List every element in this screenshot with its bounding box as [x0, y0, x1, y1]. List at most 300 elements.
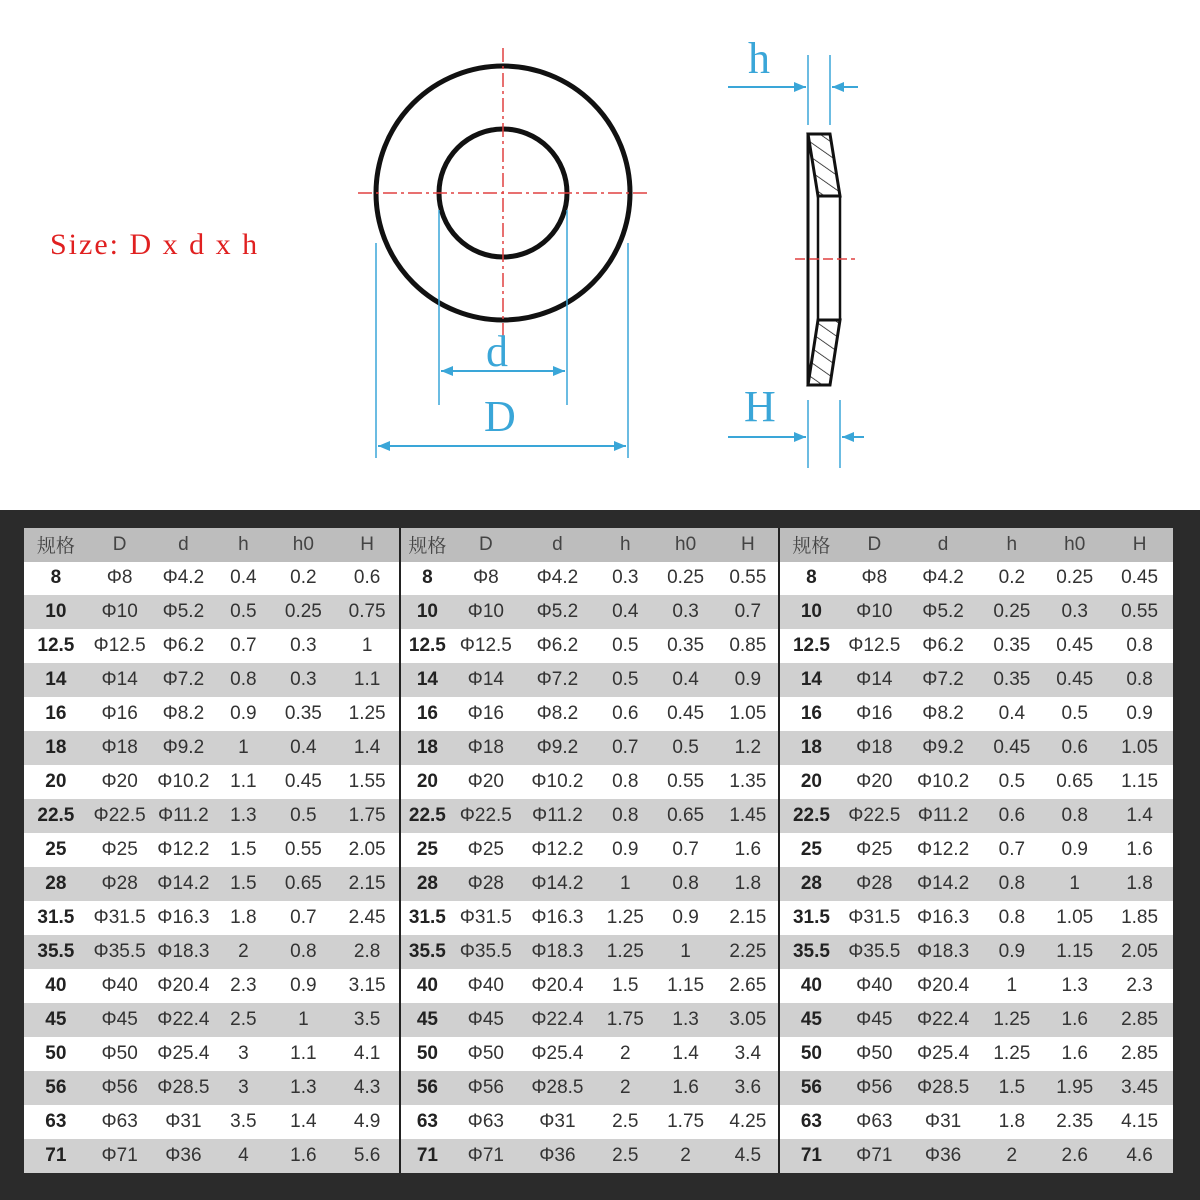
value-cell: 4.5 [734, 1144, 762, 1166]
value-cell: Φ50 [856, 1043, 893, 1065]
value-cell: Φ71 [101, 1144, 138, 1166]
value-cell: 1.6 [1061, 1043, 1088, 1065]
value-cell: Φ22.5 [848, 805, 901, 827]
spec-cell: 10 [416, 601, 438, 623]
spec-cell: 14 [45, 669, 67, 691]
table-row [24, 935, 399, 969]
table-row [24, 1105, 399, 1139]
value-cell: Φ7.2 [536, 669, 579, 691]
value-cell: Φ25.4 [917, 1043, 970, 1065]
value-cell: 3 [238, 1043, 249, 1065]
table-header-row [780, 528, 1173, 562]
value-cell: Φ18 [101, 737, 138, 759]
value-cell: Φ22.4 [157, 1009, 210, 1031]
value-cell: 0.55 [729, 567, 767, 589]
value-cell: Φ31.5 [93, 907, 146, 929]
table-row [780, 731, 1173, 765]
value-cell: 0.25 [667, 567, 705, 589]
table-header-row [24, 528, 399, 562]
value-cell: Φ16.3 [157, 907, 210, 929]
spec-cell: 18 [45, 737, 67, 759]
h-arrow-left [794, 82, 806, 92]
table-row [780, 799, 1173, 833]
value-cell: Φ9.2 [536, 737, 579, 759]
spec-cell: 40 [45, 975, 67, 997]
value-cell: 0.5 [1061, 703, 1088, 725]
value-cell: 1.25 [606, 907, 644, 929]
value-cell: Φ40 [101, 975, 138, 997]
value-cell: 0.2 [998, 567, 1026, 589]
table-row [780, 562, 1173, 596]
table-row [401, 731, 778, 765]
table-row [401, 1071, 778, 1105]
value-cell: 2 [238, 941, 249, 963]
table-row [401, 1105, 778, 1139]
value-cell: 1.3 [290, 1077, 317, 1099]
value-cell: Φ18.3 [531, 941, 584, 963]
value-cell: Φ31.5 [848, 907, 901, 929]
value-cell: Φ6.2 [536, 635, 579, 657]
value-cell: 3 [238, 1077, 249, 1099]
column-header: h [619, 533, 631, 555]
inner-diameter-label: d [486, 327, 508, 376]
value-cell: 0.9 [1126, 703, 1153, 725]
value-cell: Φ12.5 [93, 635, 146, 657]
spec-cell: 56 [800, 1077, 822, 1099]
spec-cell: 14 [800, 669, 822, 691]
column-header: 规格 [792, 536, 831, 558]
table-row [401, 833, 778, 867]
value-cell: 1.05 [729, 703, 767, 725]
spec-table-frame [0, 510, 1200, 1200]
value-cell: 0.85 [729, 635, 767, 657]
value-cell: Φ28 [856, 873, 893, 895]
value-cell: 1.75 [667, 1110, 705, 1132]
spec-cell: 40 [416, 975, 438, 997]
value-cell: Φ20.4 [157, 975, 210, 997]
d-arrow-left [441, 366, 453, 376]
value-cell: Φ25 [856, 839, 893, 861]
value-cell: 1.1 [290, 1043, 317, 1065]
column-header: H [740, 533, 755, 555]
spec-cell: 50 [416, 1043, 438, 1065]
value-cell: Φ16.3 [917, 907, 970, 929]
spec-cell: 28 [800, 873, 822, 895]
value-cell: 0.7 [230, 635, 257, 657]
value-cell: 0.7 [612, 737, 639, 759]
value-cell: 1.85 [1121, 907, 1159, 929]
value-cell: Φ12.5 [848, 635, 901, 657]
value-cell: Φ35.5 [848, 941, 901, 963]
value-cell: 1.25 [606, 941, 644, 963]
column-header: h [238, 533, 249, 555]
spec-cell: 28 [45, 873, 67, 895]
value-cell: 0.45 [667, 703, 705, 725]
table-row [401, 969, 778, 1003]
value-cell: 0.8 [290, 941, 317, 963]
value-cell: 0.2 [290, 567, 317, 589]
spec-cell: 22.5 [792, 805, 830, 827]
value-cell: Φ10 [467, 601, 504, 623]
spec-cell: 28 [416, 873, 438, 895]
value-cell: Φ71 [467, 1144, 504, 1166]
table-row [401, 629, 778, 663]
table-row [24, 731, 399, 765]
value-cell: 2.25 [729, 941, 767, 963]
spec-cell: 25 [800, 839, 822, 861]
value-cell: Φ8.2 [922, 703, 964, 725]
value-cell: Φ50 [101, 1043, 138, 1065]
table-row [780, 697, 1173, 731]
value-cell: Φ63 [101, 1110, 138, 1132]
column-header: d [937, 533, 949, 555]
table-row [24, 629, 399, 663]
spec-cell: 18 [416, 737, 438, 759]
value-cell: Φ8 [861, 567, 888, 589]
value-cell: 2 [619, 1043, 631, 1065]
value-cell: 3.15 [348, 975, 386, 997]
table-row [24, 765, 399, 799]
value-cell: 0.35 [284, 703, 322, 725]
table-row [780, 935, 1173, 969]
spec-cell: 45 [800, 1009, 822, 1031]
value-cell: 5.6 [353, 1144, 381, 1166]
spec-cell: 45 [416, 1009, 438, 1031]
value-cell: 0.4 [998, 703, 1026, 725]
value-cell: 1.45 [729, 805, 767, 827]
value-cell: Φ16 [101, 703, 138, 725]
spec-table-3 [780, 528, 1173, 1173]
column-header: d [178, 533, 189, 555]
value-cell: 1.75 [348, 805, 386, 827]
value-cell: 0.75 [348, 601, 386, 623]
value-cell: 1.25 [348, 703, 386, 725]
value-cell: 0.35 [993, 669, 1031, 691]
spec-cell: 12.5 [792, 635, 830, 657]
value-cell: 2 [680, 1144, 691, 1166]
section-lower [808, 320, 840, 385]
table-row [780, 833, 1173, 867]
spec-cell: 18 [800, 737, 822, 759]
spec-cell: 35.5 [408, 941, 446, 963]
table-row [780, 765, 1173, 799]
value-cell: 1.3 [672, 1009, 699, 1031]
value-cell: 0.4 [290, 737, 317, 759]
value-cell: 0.3 [290, 635, 317, 657]
value-cell: 0.5 [672, 737, 699, 759]
value-cell: Φ4.2 [162, 567, 205, 589]
value-cell: 2.8 [353, 941, 381, 963]
value-cell: 0.5 [230, 601, 257, 623]
value-cell: 2.85 [1121, 1009, 1159, 1031]
spec-cell: 20 [800, 771, 822, 793]
value-cell: Φ28.5 [157, 1077, 210, 1099]
value-cell: 1.4 [290, 1110, 317, 1132]
spec-cell: 22.5 [408, 805, 446, 827]
column-header: 规格 [36, 536, 75, 558]
spec-cell: 14 [416, 669, 438, 691]
value-cell: 0.7 [998, 839, 1026, 861]
value-cell: 0.9 [612, 839, 639, 861]
column-header: h0 [1064, 533, 1086, 555]
value-cell: 1.8 [230, 907, 257, 929]
value-cell: Φ28 [101, 873, 138, 895]
value-cell: Φ18.3 [917, 941, 970, 963]
spec-cell: 25 [45, 839, 67, 861]
table-row [401, 1139, 778, 1173]
value-cell: Φ40 [467, 975, 504, 997]
value-cell: Φ63 [856, 1110, 893, 1132]
value-cell: 0.3 [612, 567, 639, 589]
value-cell: Φ36 [165, 1144, 202, 1166]
value-cell: Φ35.5 [459, 941, 512, 963]
table-row [24, 969, 399, 1003]
column-header: d [552, 533, 563, 555]
value-cell: Φ22.4 [531, 1009, 584, 1031]
value-cell: 0.8 [672, 873, 699, 895]
value-cell: 3.4 [734, 1043, 762, 1065]
value-cell: 2 [619, 1077, 631, 1099]
value-cell: 0.8 [1126, 635, 1153, 657]
value-cell: Φ11.2 [158, 805, 209, 827]
table-row [24, 1139, 399, 1173]
table-row [24, 833, 399, 867]
value-cell: 2.15 [348, 873, 386, 895]
outer-diameter-label: D [484, 392, 516, 441]
value-cell: 2.5 [612, 1144, 639, 1166]
value-cell: 1.25 [993, 1043, 1031, 1065]
value-cell: 1.2 [734, 737, 762, 759]
value-cell: 0.3 [672, 601, 699, 623]
value-cell: 0.35 [667, 635, 705, 657]
value-cell: 2.3 [230, 975, 257, 997]
value-cell: 0.35 [993, 635, 1031, 657]
value-cell: Φ8 [106, 567, 133, 589]
table-row [24, 867, 399, 901]
column-header: h0 [292, 533, 314, 555]
value-cell: Φ8 [472, 567, 499, 589]
spec-cell: 71 [416, 1144, 438, 1166]
H-arrow-right [842, 432, 854, 442]
value-cell: Φ31 [924, 1110, 962, 1132]
value-cell: Φ31.5 [459, 907, 512, 929]
value-cell: 0.45 [1056, 669, 1094, 691]
value-cell: Φ45 [856, 1009, 893, 1031]
value-cell: 1.5 [230, 839, 257, 861]
table-row [401, 562, 778, 596]
H-arrow-left [794, 432, 806, 442]
value-cell: Φ20 [856, 771, 893, 793]
value-cell: 3.05 [729, 1009, 767, 1031]
value-cell: 0.6 [998, 805, 1026, 827]
value-cell: Φ9.2 [162, 737, 205, 759]
table-row [780, 901, 1173, 935]
table-row [780, 1003, 1173, 1037]
value-cell: 2.6 [1061, 1144, 1088, 1166]
value-cell: Φ11.2 [917, 805, 969, 827]
value-cell: 1.6 [1061, 1009, 1088, 1031]
table-row [780, 629, 1173, 663]
spec-cell: 31.5 [37, 907, 75, 929]
value-cell: 0.6 [612, 703, 639, 725]
value-cell: 4.1 [353, 1043, 381, 1065]
value-cell: 0.8 [230, 669, 257, 691]
value-cell: Φ14 [856, 669, 893, 691]
spec-cell: 63 [800, 1110, 822, 1132]
value-cell: 0.45 [1121, 567, 1159, 589]
table-row [24, 1071, 399, 1105]
value-cell: Φ50 [467, 1043, 504, 1065]
value-cell: 0.4 [230, 567, 257, 589]
spec-cell: 45 [45, 1009, 67, 1031]
h-arrow-right [832, 82, 844, 92]
value-cell: 1.05 [1056, 907, 1094, 929]
value-cell: 1 [361, 635, 373, 657]
value-cell: 1.15 [1121, 771, 1159, 793]
spec-cell: 10 [800, 601, 822, 623]
value-cell: 0.6 [353, 567, 381, 589]
value-cell: 0.55 [284, 839, 322, 861]
value-cell: Φ20 [467, 771, 504, 793]
value-cell: Φ25 [467, 839, 504, 861]
value-cell: 2.05 [1121, 941, 1159, 963]
value-cell: 2.15 [729, 907, 767, 929]
value-cell: 1.8 [1126, 873, 1153, 895]
D-arrow-right [614, 441, 626, 451]
value-cell: Φ5.2 [922, 601, 964, 623]
value-cell: 0.9 [998, 941, 1026, 963]
table-row [780, 595, 1173, 629]
value-cell: 1.95 [1056, 1077, 1094, 1099]
value-cell: Φ45 [467, 1009, 504, 1031]
value-cell: 0.45 [993, 737, 1031, 759]
column-header: D [478, 533, 493, 555]
value-cell: Φ20.4 [917, 975, 970, 997]
value-cell: Φ71 [856, 1144, 893, 1166]
spec-cell: 31.5 [792, 907, 830, 929]
table-row [401, 1037, 778, 1071]
value-cell: Φ36 [539, 1144, 576, 1166]
value-cell: 3.45 [1121, 1077, 1159, 1099]
value-cell: Φ56 [467, 1077, 504, 1099]
value-cell: Φ22.5 [93, 805, 146, 827]
spec-cell: 12.5 [37, 635, 75, 657]
spec-tables [24, 528, 1173, 1173]
table-row [401, 1003, 778, 1037]
value-cell: Φ18 [467, 737, 504, 759]
table-row [401, 935, 778, 969]
value-cell: 2.35 [1056, 1110, 1094, 1132]
table-row [780, 1037, 1173, 1071]
spec-cell: 31.5 [408, 907, 446, 929]
table-row [780, 1071, 1173, 1105]
value-cell: 1.6 [290, 1144, 317, 1166]
spec-cell: 71 [800, 1144, 822, 1166]
value-cell: 0.65 [1056, 771, 1094, 793]
spec-cell: 22.5 [37, 805, 75, 827]
table-row [401, 595, 778, 629]
value-cell: 1.1 [230, 771, 257, 793]
value-cell: Φ16.3 [531, 907, 584, 929]
value-cell: 2.45 [348, 907, 386, 929]
value-cell: Φ10.2 [531, 771, 584, 793]
value-cell: Φ25 [101, 839, 138, 861]
value-cell: Φ36 [924, 1144, 962, 1166]
value-cell: 1.15 [667, 975, 705, 997]
value-cell: Φ35.5 [93, 941, 146, 963]
value-cell: 2.05 [348, 839, 386, 861]
value-cell: 0.65 [284, 873, 322, 895]
value-cell: Φ10 [101, 601, 138, 623]
table-row [401, 901, 778, 935]
table-row [24, 901, 399, 935]
value-cell: 4 [238, 1144, 249, 1166]
value-cell: Φ12.2 [917, 839, 970, 861]
value-cell: 2.5 [612, 1110, 639, 1132]
value-cell: 1 [1069, 873, 1080, 895]
value-cell: Φ6.2 [162, 635, 205, 657]
value-cell: Φ14.2 [157, 873, 210, 895]
value-cell: 1.5 [612, 975, 639, 997]
column-header: 规格 [408, 536, 447, 558]
value-cell: 0.45 [1056, 635, 1094, 657]
table-row [401, 663, 778, 697]
value-cell: 0.8 [998, 873, 1026, 895]
value-cell: Φ31 [539, 1110, 576, 1132]
spec-cell: 50 [800, 1043, 822, 1065]
value-cell: 0.5 [612, 635, 639, 657]
value-cell: 0.7 [672, 839, 699, 861]
value-cell: Φ18.3 [157, 941, 210, 963]
value-cell: 0.25 [284, 601, 322, 623]
table-row [780, 663, 1173, 697]
value-cell: 0.9 [734, 669, 762, 691]
spec-cell: 25 [416, 839, 438, 861]
value-cell: 1 [298, 1009, 309, 1031]
value-cell: 3.5 [230, 1110, 257, 1132]
value-cell: 0.5 [290, 805, 317, 827]
spec-cell: 63 [45, 1110, 67, 1132]
value-cell: 0.8 [612, 805, 639, 827]
value-cell: 1.8 [998, 1110, 1026, 1132]
column-header: H [360, 533, 374, 555]
total-height-label: H [744, 382, 776, 431]
table-row [401, 799, 778, 833]
value-cell: 0.7 [734, 601, 762, 623]
value-cell: 1.3 [230, 805, 257, 827]
d-arrow-right [553, 366, 565, 376]
value-cell: Φ63 [467, 1110, 504, 1132]
value-cell: 1.6 [1126, 839, 1153, 861]
table-row [780, 1139, 1173, 1173]
spec-cell: 40 [800, 975, 822, 997]
value-cell: 1.6 [672, 1077, 699, 1099]
D-arrow-left [378, 441, 390, 451]
value-cell: 1.1 [353, 669, 381, 691]
value-cell: 0.8 [998, 907, 1026, 929]
value-cell: 2.65 [729, 975, 767, 997]
value-cell: 2.85 [1121, 1043, 1159, 1065]
value-cell: Φ14 [467, 669, 504, 691]
value-cell: 0.3 [1061, 601, 1088, 623]
value-cell: Φ6.2 [922, 635, 964, 657]
value-cell: 0.8 [1061, 805, 1088, 827]
spec-cell: 16 [45, 703, 67, 725]
table-row [24, 562, 399, 596]
value-cell: Φ12.2 [157, 839, 210, 861]
table-row [24, 1003, 399, 1037]
value-cell: 2 [1006, 1144, 1018, 1166]
